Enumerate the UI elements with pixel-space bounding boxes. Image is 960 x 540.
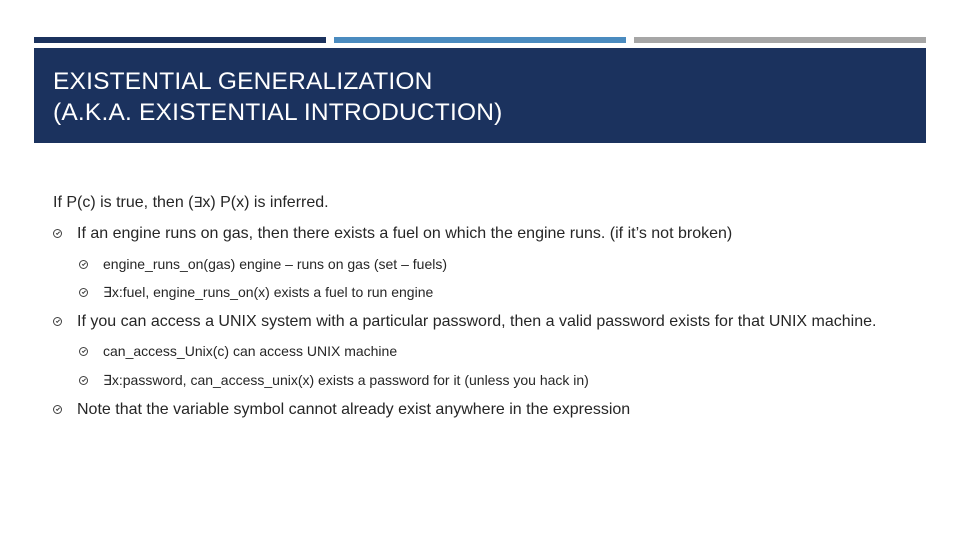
accent-bar-gray [634,37,926,43]
bullet-text: If an engine runs on gas, then there exists a fuel on which the engine runs. (if it’s not broken) [77,225,733,242]
sub-bullet-engine-runs-on-gas [53,255,913,273]
circled-checkmark-icon [79,376,88,385]
intro-statement [53,193,913,213]
circled-checkmark-icon [79,260,88,269]
circled-checkmark-icon [79,288,88,297]
sub-bullet-text: can_access_Unix(c) can access UNIX machine [103,343,398,359]
top-accent-bars [34,37,926,43]
slide-title-line-2: (A.K.A. EXISTENTIAL INTRODUCTION) [53,99,503,126]
bullet-variable-note [53,399,913,421]
sub-bullet-text: x:fuel, engine_runs_on(x) exists a fuel to run engine [111,284,434,300]
sub-bullet-exists-fuel [53,283,913,302]
sub-bullet-can-access-unix [53,342,913,360]
intro-text-before: If P(c) is true, then ( [53,194,194,211]
bullet-text: If you can access a UNIX system with a particular password, then a valid password exists for that UNIX machine. [77,313,877,330]
circled-checkmark-icon [79,347,88,356]
bullet-text: Note that the variable symbol cannot already exist anywhere in the expression [77,401,631,418]
sub-bullet-exists-password [53,371,913,390]
slide-title [53,66,502,128]
accent-bar-blue [334,37,626,43]
bullet-engine-gas [53,223,913,245]
exists-symbol: ∃ [103,285,112,301]
title-band [34,48,926,143]
exists-symbol: ∃ [103,373,112,389]
circled-checkmark-icon [53,229,62,238]
exists-symbol: ∃ [193,195,203,211]
intro-text-after: x) P(x) is inferred. [202,194,329,211]
circled-checkmark-icon [53,405,62,414]
slide-body [53,193,913,421]
sub-bullet-text: x:password, can_access_unix(x) exists a password for it (unless you hack in) [111,372,589,388]
slide-title-line-1: EXISTENTIAL GENERALIZATION [53,68,433,95]
circled-checkmark-icon [53,317,62,326]
accent-bar-dark [34,37,326,43]
bullet-unix-password [53,311,917,333]
sub-bullet-text: engine_runs_on(gas) engine – runs on gas (set – fuels) [103,256,447,272]
